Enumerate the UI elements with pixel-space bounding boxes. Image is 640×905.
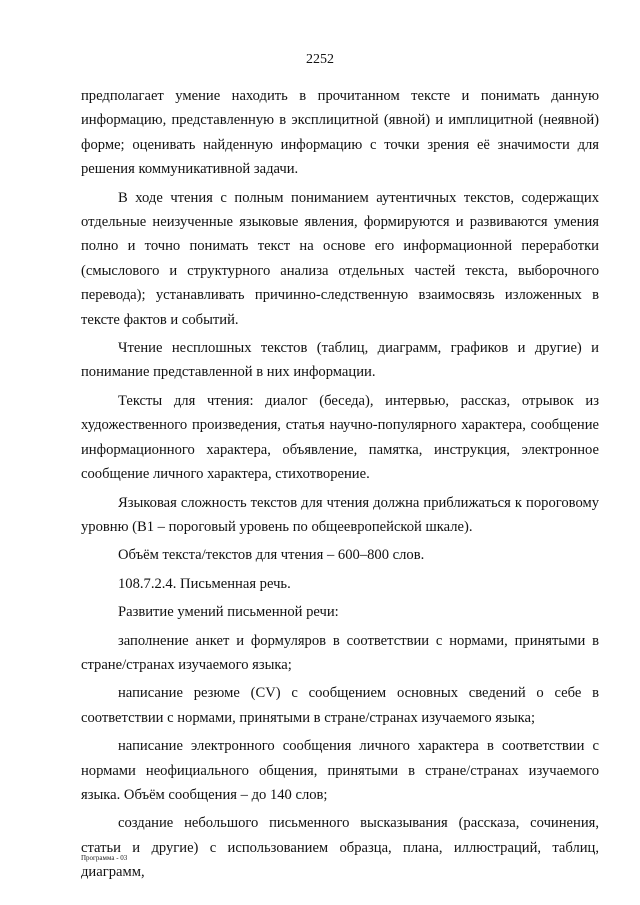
list-item-resume: написание резюме (CV) с сообщением основных сведений о себе в соответствии с нормами, принятыми в стране/странах изучаемого языка; — [81, 685, 599, 726]
footer-note: Программа - 03 — [81, 854, 128, 862]
list-item-short-written-statement: создание небольшого письменного высказывания (рассказа, сочинения, статьи и другие) с использованием образца, плана, иллюстраций, таблиц, диаграмм, — [81, 815, 599, 881]
list-item-forms: заполнение анкет и формуляров в соответствии с нормами, принятыми в стране/странах изучаемого языка; — [81, 632, 599, 673]
paragraph-text-volume: Объём текста/текстов для чтения – 600–800 слов. — [118, 547, 425, 564]
list-item-email: написание электронного сообщения личного характера в соответствии с нормами неофициального общения, принятыми в стране/странах изучаемого языка. Объём сообщения – до 140 слов; — [81, 738, 599, 803]
paragraph-language-complexity: Языковая сложность текстов для чтения должна приближаться к пороговому уровню (В1 – пороговый уровень по общеевропейской шкале). — [81, 494, 599, 535]
section-heading-writing: 108.7.2.4. Письменная речь. — [118, 575, 291, 592]
document-body — [81, 84, 599, 889]
paragraph-reading-skills-continuation: предполагает умение находить в прочитанном тексте и понимать данную информацию, представленную в эксплицитной (явной) и имплицитной (неявной) форме; оценивать найденную информацию с точки зрения её значимости для решения коммуникативной задачи. — [81, 88, 599, 178]
paragraph-full-understanding: В ходе чтения с полным пониманием аутентичных текстов, содержащих отдельные неизученные языковые явления, формируются и развиваются умения полно и точно понимать текст на основе его информационной переработки (смыслового и структурного анализа отдельных частей текста, выборочного перевода); устанавливать причинно-следственную взаимосвязь изложенных в тексте фактов и событий. — [81, 189, 599, 328]
paragraph-writing-skills-intro: Развитие умений письменной речи: — [118, 604, 339, 621]
page-number: 2252 — [306, 52, 334, 67]
paragraph-text-types: Тексты для чтения: диалог (беседа), интервью, рассказ, отрывок из художественного произведения, статья научно-популярного характера, сообщение информационного характера, объявление, памятка, инструкция, электронное сообщение личного характера, стихотворение. — [81, 392, 599, 483]
paragraph-non-continuous-texts: Чтение несплошных текстов (таблиц, диаграмм, графиков и другие) и понимание представленной в них информации. — [81, 340, 599, 381]
